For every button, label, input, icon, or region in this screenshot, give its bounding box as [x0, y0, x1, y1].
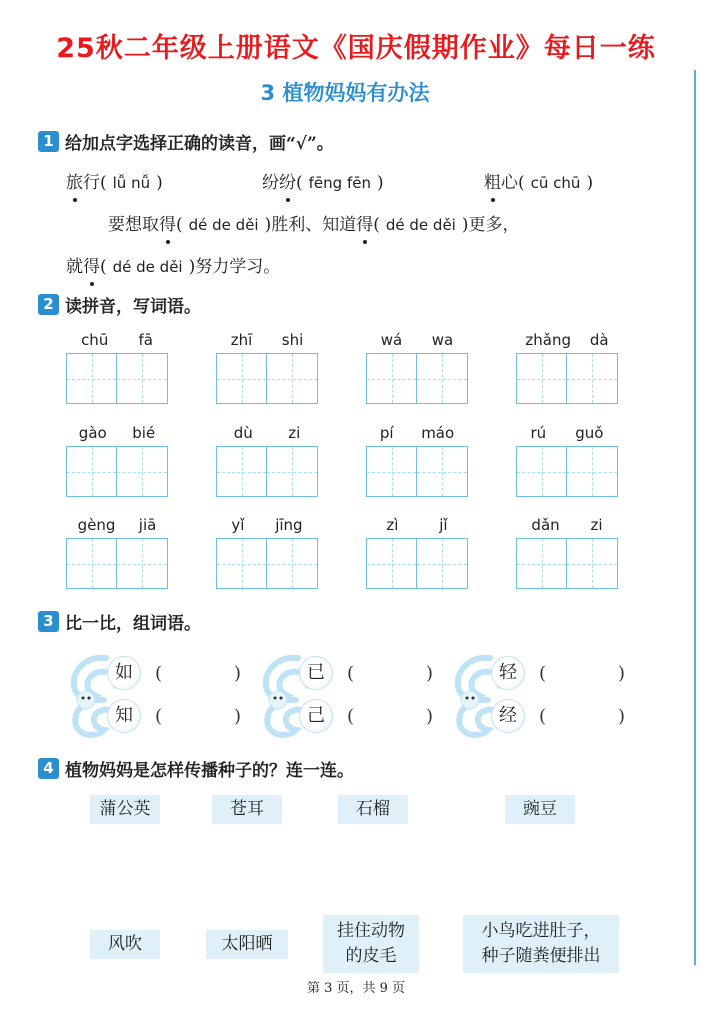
writing-box[interactable] [366, 353, 417, 404]
writing-box[interactable] [66, 353, 117, 404]
close-paren: ) [426, 662, 434, 684]
pinyin-word-group [366, 516, 468, 589]
question-4-prompt: 植物妈妈是怎样传播种子的？连一连。 [65, 760, 354, 781]
question-number-badge: 4 [38, 758, 59, 779]
question-2-prompt: 读拼音，写词语。 [65, 296, 201, 317]
method-text-line-1: 挂住动物 [337, 920, 405, 941]
pinyin-syllable: gèng [77, 516, 116, 534]
question-3-prompt: 比一比，组词语。 [65, 613, 201, 634]
open-paren: ( [155, 705, 163, 727]
pinyin-word-group [66, 516, 168, 589]
char: 心 [501, 173, 518, 193]
pinyin-syllable: dǎn [531, 516, 560, 534]
lesson-title: 3 植物妈妈有办法 [260, 81, 430, 105]
pinyin-word-group [366, 331, 468, 404]
question-number-badge: 1 [38, 131, 59, 152]
sentence-text: 要想取 [108, 215, 159, 235]
document-title: 25秋二年级上册语文《国庆假期作业》每日一练 [56, 33, 656, 64]
method-text: 太阳晒 [221, 933, 273, 954]
question-1-prompt: 给加点字选择正确的读音，画“√”。 [65, 133, 334, 154]
writing-box[interactable] [216, 353, 267, 404]
writing-box[interactable] [117, 538, 168, 589]
pinyin-word-group [516, 516, 618, 589]
pinyin-syllable: jǐ [439, 516, 448, 534]
question-number-badge: 3 [38, 611, 59, 632]
open-paren: ( [155, 662, 163, 684]
writing-box[interactable] [567, 446, 618, 497]
compare-row [107, 658, 241, 688]
close-paren: ) [426, 705, 434, 727]
writing-box[interactable] [267, 446, 318, 497]
compare-char: 已 [299, 656, 333, 690]
dotted-char: 旅 [66, 173, 83, 193]
compare-char: 如 [107, 656, 141, 690]
writing-box[interactable] [516, 538, 567, 589]
q1-item: 粗心( cū chū ) [484, 173, 594, 193]
pinyin-syllable: yǐ [231, 516, 245, 534]
pinyin-label [216, 516, 318, 538]
pinyin-syllable: zhǎng [525, 331, 572, 349]
compare-row [299, 658, 433, 688]
compare-char: 经 [491, 699, 525, 733]
method-text-line-1: 小鸟吃进肚子， [481, 920, 601, 941]
sentence-text: 胜利、知道 [271, 215, 357, 235]
pinyin-options: fēng fēn [308, 174, 371, 192]
pinyin-label [366, 424, 468, 446]
writing-box[interactable] [216, 538, 267, 589]
pinyin-syllable: bié [132, 424, 156, 442]
compare-char: 轻 [491, 656, 525, 690]
pinyin-label [516, 331, 618, 353]
close-paren: ) [618, 662, 626, 684]
writing-box[interactable] [417, 538, 468, 589]
pinyin-word-group [66, 331, 168, 404]
pinyin-syllable: dù [233, 424, 253, 442]
pinyin-syllable: shi [281, 331, 304, 349]
writing-box[interactable] [267, 353, 318, 404]
pinyin-label [66, 331, 168, 353]
pinyin-syllable: zì [386, 516, 399, 534]
writing-box[interactable] [66, 446, 117, 497]
pinyin-syllable: wa [431, 331, 454, 349]
compare-char: 知 [107, 699, 141, 733]
pinyin-label [366, 331, 468, 353]
pinyin-word-group [216, 331, 318, 404]
dotted-char: 得 [83, 257, 100, 277]
question-4-header [38, 755, 354, 781]
writing-box[interactable] [267, 538, 318, 589]
pinyin-label [66, 424, 168, 446]
pinyin-syllable: pí [379, 424, 394, 442]
plant-card[interactable]: 豌豆 [505, 795, 575, 824]
q1-item: 旅行( lǚ nǚ ) [66, 173, 163, 193]
pinyin-word-group [216, 424, 318, 497]
question-3-header [38, 608, 201, 634]
pinyin-syllable: gào [78, 424, 107, 442]
pinyin-options: lǚ nǚ [112, 174, 151, 192]
writing-box[interactable] [417, 353, 468, 404]
pinyin-label [516, 516, 618, 538]
pinyin-syllable: chū [81, 331, 109, 349]
question-2-header [38, 291, 201, 317]
open-paren: ( [347, 705, 355, 727]
writing-box[interactable] [567, 538, 618, 589]
open-paren: ( [539, 662, 547, 684]
pinyin-label [216, 331, 318, 353]
compare-row [299, 701, 433, 731]
method-text-line-2: 种子随粪便排出 [481, 946, 601, 966]
method-text: 风吹 [108, 933, 142, 954]
q1-item: 纷纷( fēng fēn ) [262, 173, 384, 193]
pinyin-options: cū chū [530, 174, 581, 192]
pinyin-options: dé de děi [385, 216, 456, 234]
pinyin-syllable: zi [590, 516, 603, 534]
dotted-char: 粗 [484, 173, 501, 193]
method-card[interactable] [206, 930, 288, 959]
compare-row [491, 701, 625, 731]
pinyin-syllable: máo [421, 424, 455, 442]
writing-box[interactable] [567, 353, 618, 404]
dotted-char: 得 [356, 215, 374, 235]
writing-box[interactable] [417, 446, 468, 497]
q1-sentence-line-1: 要想取得( dé de děi )胜利、知道得( dé de děi )更多， [108, 215, 520, 235]
plant-card[interactable]: 苍耳 [212, 795, 282, 824]
char: 纷 [262, 173, 279, 193]
pinyin-label [216, 424, 318, 446]
question-number-badge: 2 [38, 294, 59, 315]
pinyin-syllable: guǒ [575, 424, 604, 442]
close-paren: ) [234, 662, 242, 684]
pinyin-word-group [516, 424, 618, 497]
compare-row [491, 658, 625, 688]
pinyin-word-group [216, 516, 318, 589]
close-paren: ) [234, 705, 242, 727]
compare-row [107, 701, 241, 731]
pinyin-syllable: rú [530, 424, 547, 442]
q1-sentence-line-2: 就得( dé de děi )努力学习。 [66, 257, 281, 277]
dotted-char: 纷 [279, 173, 296, 193]
compare-char: 己 [299, 699, 333, 733]
pinyin-syllable: fā [138, 331, 153, 349]
pinyin-syllable: dà [589, 331, 609, 349]
pinyin-syllable: zi [288, 424, 301, 442]
plant-card[interactable]: 石榴 [338, 795, 408, 824]
pinyin-syllable: wá [380, 331, 403, 349]
pinyin-syllable: jiā [138, 516, 157, 534]
writing-box[interactable] [117, 353, 168, 404]
pinyin-word-group [66, 424, 168, 497]
sentence-text: 更多， [468, 215, 520, 235]
method-text-line-2: 的皮毛 [345, 946, 397, 966]
pinyin-label [516, 424, 618, 446]
dotted-char: 得 [159, 215, 176, 235]
writing-box[interactable] [516, 353, 567, 404]
page-number-footer: 第 3 页，共 9 页 [306, 981, 406, 996]
plant-card[interactable]: 蒲公英 [90, 795, 160, 824]
sentence-text: 努力学习。 [195, 257, 281, 277]
writing-box[interactable] [366, 446, 417, 497]
page-edge-bar [694, 70, 696, 965]
method-card[interactable] [463, 915, 619, 973]
pinyin-word-group [516, 331, 618, 404]
pinyin-syllable: zhī [230, 331, 253, 349]
method-card[interactable] [323, 915, 419, 973]
writing-box[interactable] [66, 538, 117, 589]
writing-box[interactable] [516, 446, 567, 497]
pinyin-syllable: jīng [275, 516, 303, 534]
sentence-text: 就 [66, 257, 83, 277]
pinyin-label [366, 516, 468, 538]
pinyin-label [66, 516, 168, 538]
question-1-header [38, 128, 334, 154]
writing-box[interactable] [366, 538, 417, 589]
close-paren: ) [618, 705, 626, 727]
writing-box[interactable] [216, 446, 267, 497]
pinyin-word-group [366, 424, 468, 497]
open-paren: ( [347, 662, 355, 684]
pinyin-options: dé de děi [188, 216, 259, 234]
open-paren: ( [539, 705, 547, 727]
pinyin-options: dé de děi [112, 258, 183, 276]
method-card[interactable] [90, 930, 160, 959]
char: 行 [83, 173, 100, 193]
writing-box[interactable] [117, 446, 168, 497]
